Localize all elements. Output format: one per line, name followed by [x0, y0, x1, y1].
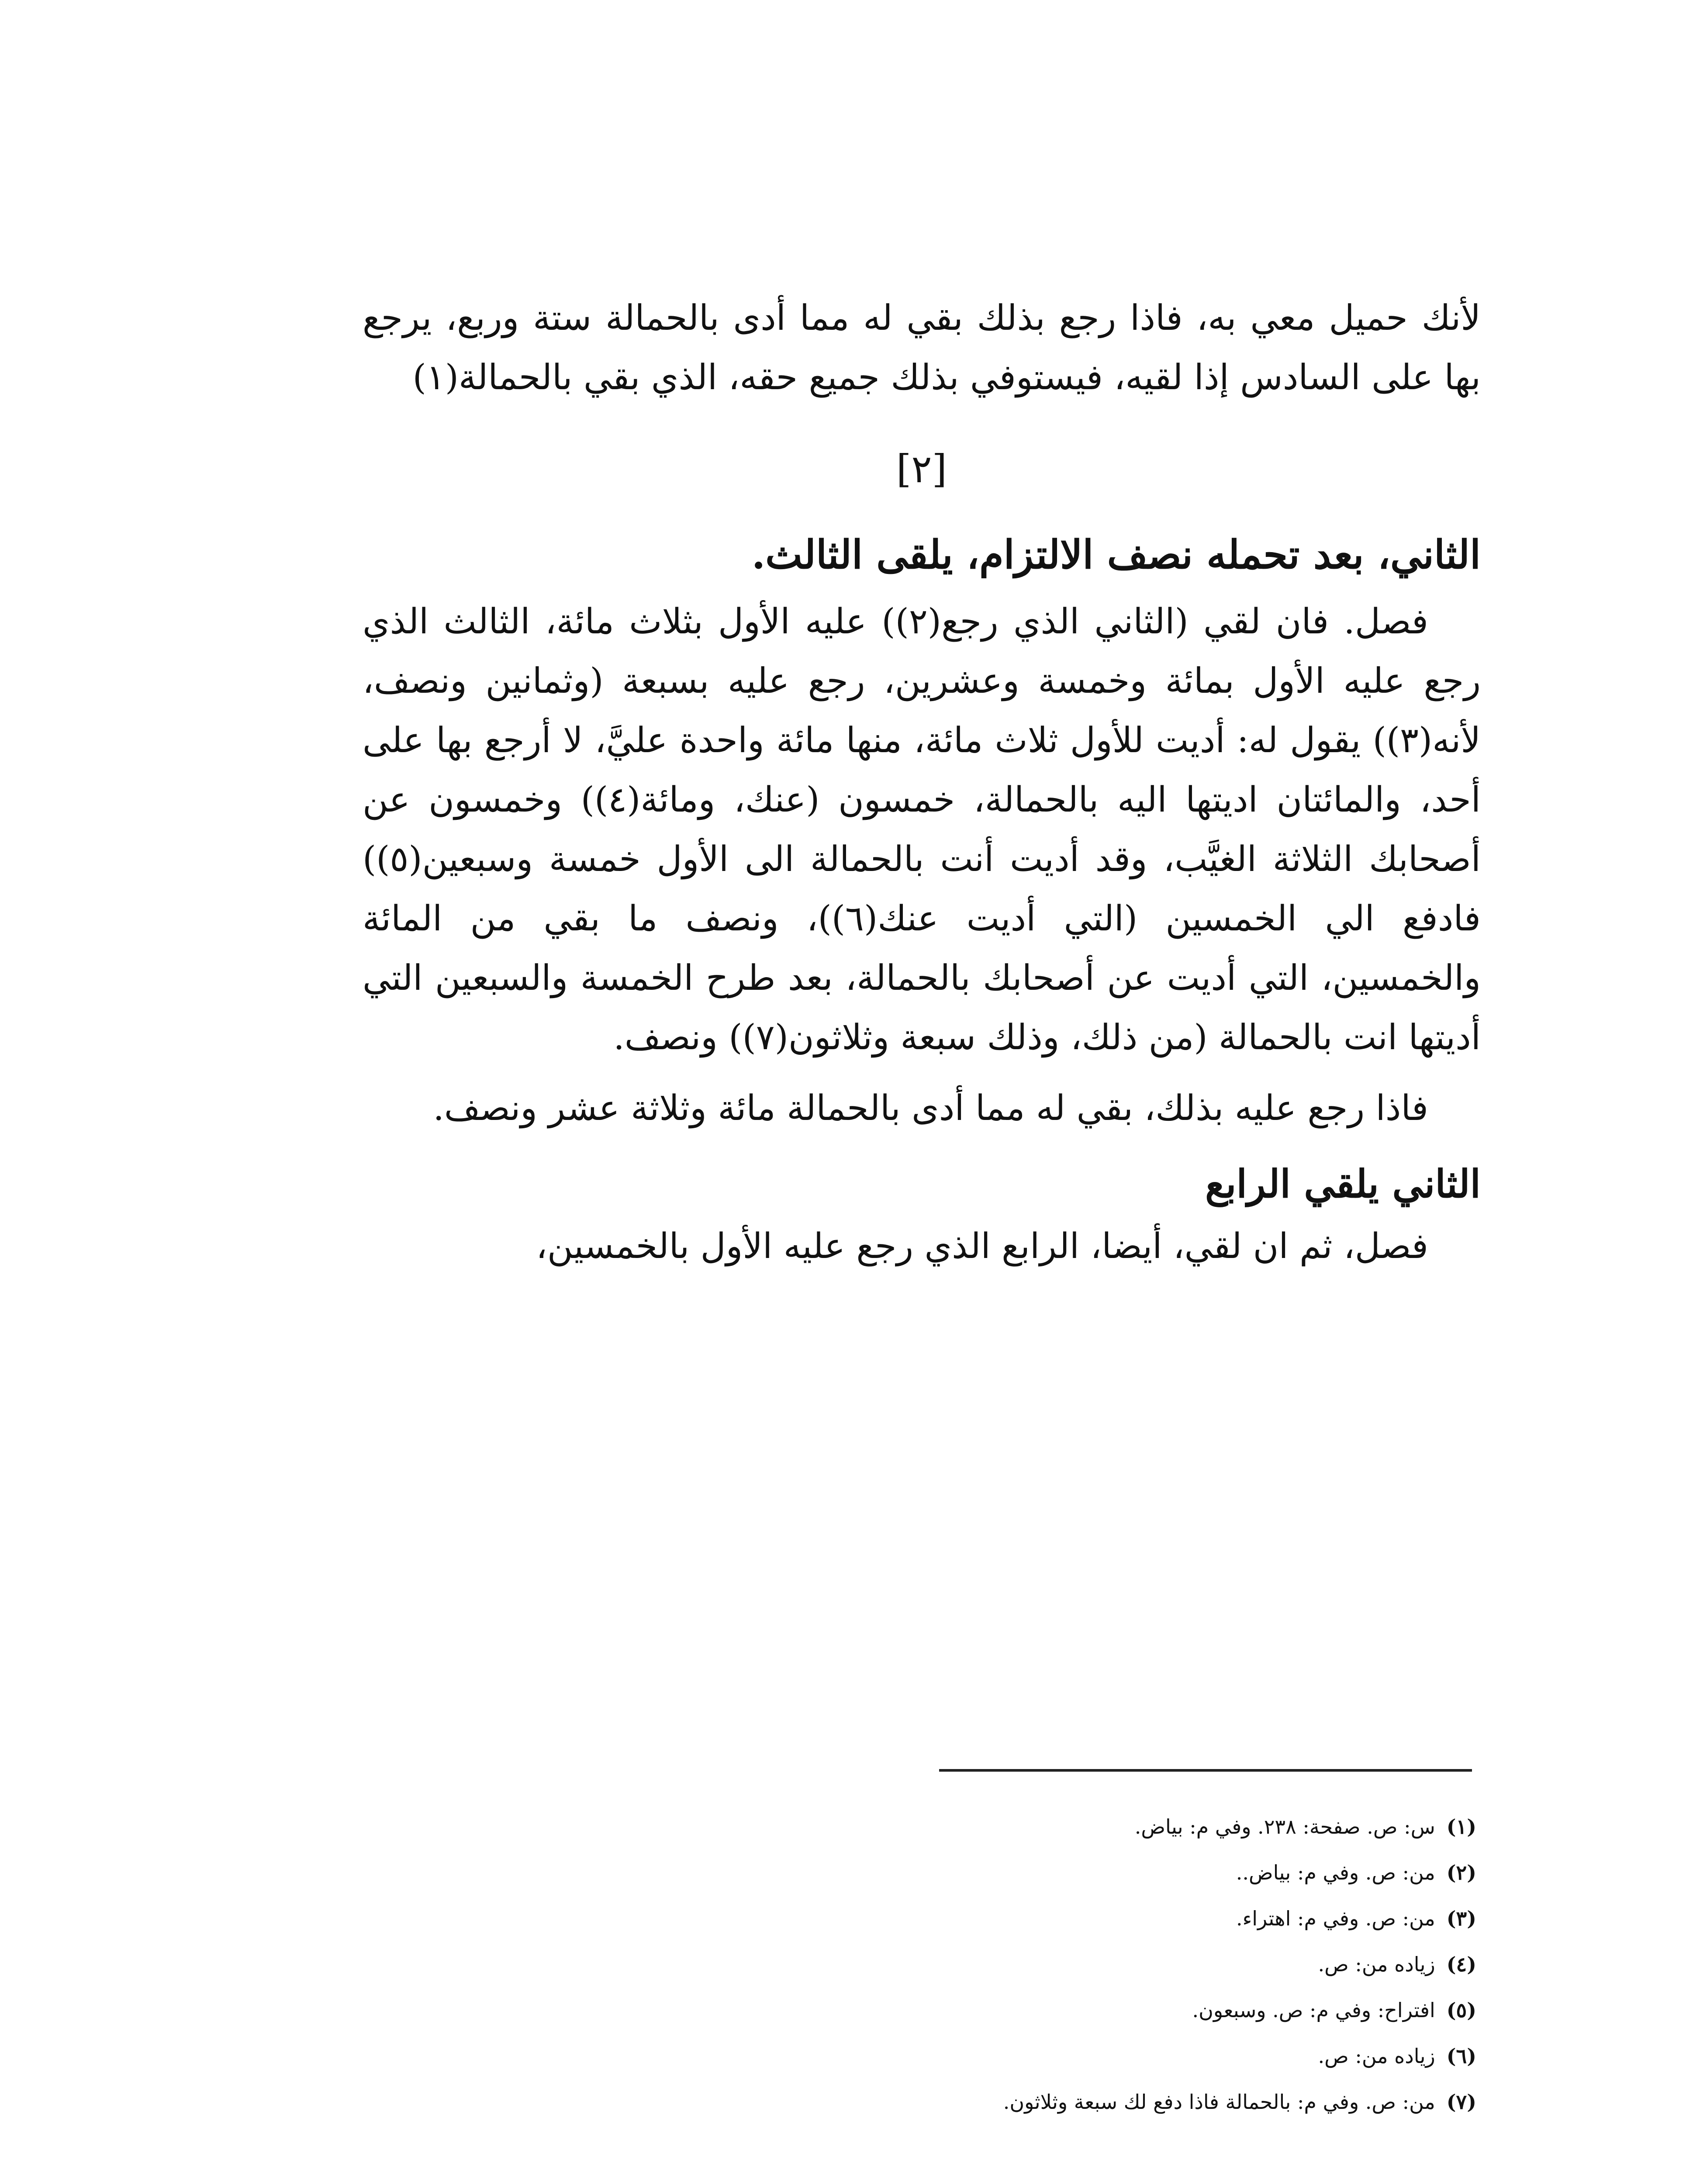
footnote	[655, 2033, 1476, 2079]
text-line: واحدة عليَّ، لا أرجع بها على أحد، والمائتان اديتها اليه بالحمالة،	[363, 720, 1481, 820]
text-line: خمسون (عنك، ومائة(٤)) وخمسون عن أصحابك الثلاثة الغيَّب، وقد	[363, 779, 1481, 879]
section-number: [٢]	[896, 446, 947, 491]
text-line: (من ذلك، وذلك سبعة وثلاثون(٧)) ونصف.	[613, 1017, 1208, 1057]
footnote	[655, 1896, 1476, 1942]
footnote-number: (٦)	[1446, 2044, 1476, 2068]
footnote-text: زياده من: ص.	[1318, 2044, 1435, 2068]
paragraph-2	[363, 1078, 1481, 1138]
text-line: ونصف.	[433, 1088, 537, 1128]
footnote	[655, 1987, 1476, 2033]
text-line: لأنك حميل معي به، فاذا رجع بذلك بقي له مما أدى بالحمالة ستة وربع،	[446, 297, 1481, 338]
footnote-number: (٧)	[1446, 2090, 1476, 2114]
paragraph-1	[363, 592, 1481, 1067]
section-heading: الثاني، بعد تحمله نصف الالتزام، يلقى الثالث.	[751, 532, 1481, 578]
footnote-number: (٣)	[1446, 1907, 1476, 1930]
text-line: بالحمالة(١)	[412, 357, 573, 397]
text-line: فصل. فان لقي (الثاني الذي رجع(٢)) عليه الأول بثلاث مائة،	[545, 601, 1429, 642]
footnote	[655, 1942, 1476, 1987]
text-line: أديت عنك(٦))، ونصف ما بقي من المائة والخمسين، التي أديت عن	[363, 898, 1481, 998]
footnote-text: زياده من: ص.	[1318, 1952, 1435, 1976]
paragraph-3: فصل، ثم ان لقي، أيضا، الرابع الذي رجع عليه الأول بالخمسين،	[536, 1226, 1428, 1266]
opening-paragraph	[363, 288, 1481, 407]
main-text-column	[363, 288, 1481, 1276]
footnote	[655, 1850, 1476, 1896]
footnotes	[655, 1804, 1476, 2125]
text-line: أديت أنت بالحمالة الى الأول خمسة وسبعين(٥)) فادفع الي الخمسين (التي	[363, 839, 1481, 939]
footnote-text: افتراح: وفي م: ص. وسبعون.	[1192, 1998, 1435, 2022]
text-line: أصحابك بالحمالة، بعد طرح الخمسة والسبعين التي أديتها انت بالحمالة	[363, 957, 1481, 1057]
footnote-number: (٥)	[1446, 1998, 1476, 2022]
text-line: يرجع بها على السادس إذا لقيه، فيستوفي بذلك جميع حقه، الذي بقي	[363, 297, 1481, 397]
text-line: (وثمانين ونصف، لأنه(٣)) يقول له: أديت للأول ثلاث مائة، منها مائة	[363, 660, 1481, 760]
footnote-number: (٤)	[1446, 1952, 1476, 1976]
sub-heading: الثاني يلقي الرابع	[1205, 1161, 1481, 1206]
footnote	[655, 1804, 1476, 1850]
footnote-divider	[939, 1769, 1472, 1772]
text-line: الثالث الذي رجع عليه الأول بمائة وخمسة وعشرين، رجع عليه بسبعة	[363, 601, 1481, 701]
footnote-text: س: ص. صفحة: ٢٣٨. وفي م: بياض.	[1134, 1815, 1435, 1838]
footnote-number: (١)	[1446, 1815, 1476, 1838]
footnote	[655, 2079, 1476, 2125]
footnote-text: من: ص. وفي م: بياض..	[1236, 1861, 1435, 1884]
footnote-number: (٢)	[1446, 1861, 1476, 1884]
footnote-text: من: ص. وفي م: بالحمالة فاذا دفع لك سبعة وثلاثون.	[1003, 2090, 1435, 2114]
text-line: فاذا رجع عليه بذلك، بقي له مما أدى بالحمالة مائة وثلاثة عشر	[548, 1088, 1428, 1128]
footnote-text: من: ص. وفي م: اهتراء.	[1236, 1907, 1435, 1930]
